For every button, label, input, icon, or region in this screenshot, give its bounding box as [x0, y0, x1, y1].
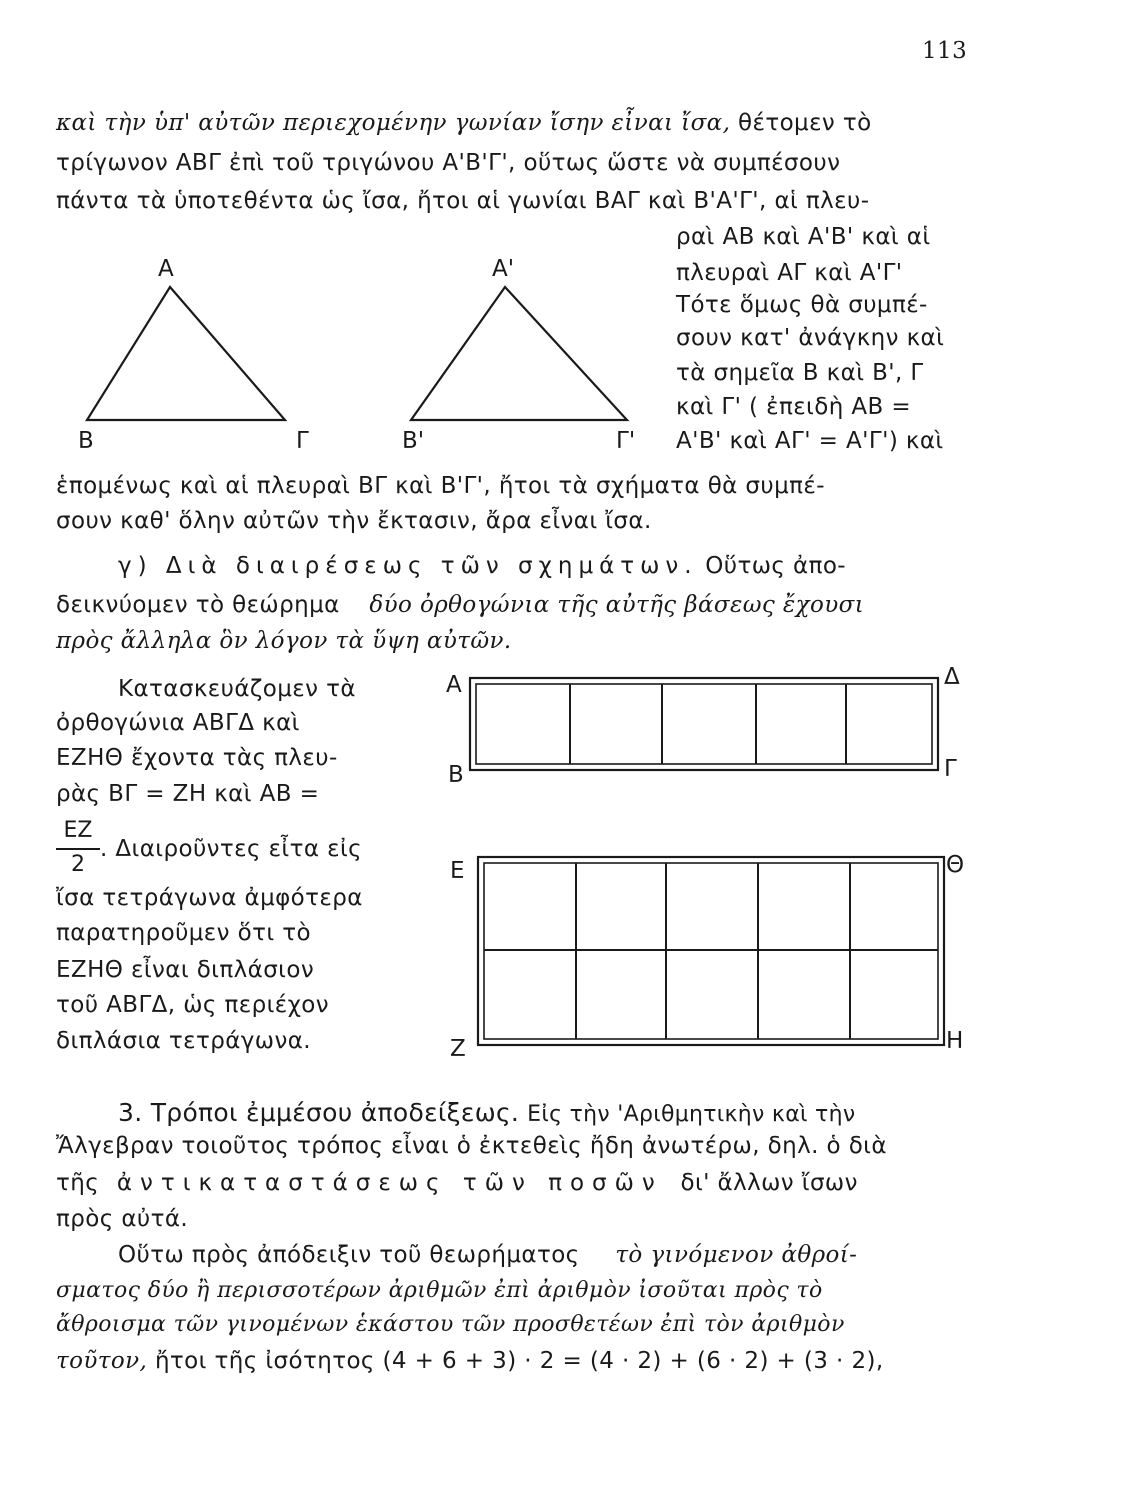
fraction-denominator: 2 — [71, 852, 85, 877]
section3-line4: πρὸς αὐτά. — [56, 1206, 189, 1232]
page-number: 113 — [922, 38, 968, 64]
rect1-bl-label: Β — [448, 762, 464, 788]
para1-line1-italic: καὶ τὴν ὑπ' αὐτῶν περιεχομένην γωνίαν ἴσην εἶναι ἴσα, — [56, 110, 731, 136]
para3-line9: τοῦ ΑΒΓΔ, ὡς περιέχον — [56, 992, 329, 1018]
rect2-br-label: Η — [946, 1028, 964, 1054]
section3-line2: Ἄλγεβραν τοιοῦτος τρόπος εἶναι ὁ ἐκτεθεὶς ἤδη ἀνωτέρω, δηλ. ὁ διὰ — [56, 1133, 887, 1159]
rect1-tl-label: Α — [446, 672, 462, 698]
rect2-bl-label: Ζ — [450, 1036, 466, 1062]
triangle1-left-label: Β — [78, 428, 94, 454]
para3-line7: παρατηροῦμεν ὅτι τὸ — [56, 920, 311, 946]
rect1-tr-label: Δ — [944, 664, 960, 690]
para3-line3: ΕΖΗΘ ἔχοντα τὰς πλευ- — [56, 745, 338, 771]
section3-line7: ἄθροισμα τῶν γινομένων ἑκάστου τῶν προσθετέων ἐπὶ τὸν ἀριθμὸν — [56, 1312, 845, 1337]
section3-line1 — [118, 1098, 855, 1127]
section3-line8-italic: τοῦτον, — [56, 1348, 148, 1374]
para3-line10: διπλάσια τετράγωνα. — [56, 1028, 311, 1054]
para3-line1: Κατασκευάζομεν τὰ — [118, 676, 356, 702]
triangle1-right-label: Γ — [296, 428, 309, 454]
para1-line1-rest: θέτομεν τὸ — [738, 110, 872, 136]
para2-heading: γ) Διὰ διαιρέσεως τῶν σχημάτων. — [118, 553, 698, 579]
section3-line3-spaced: ἀντικαταστάσεως τῶν ποσῶν — [116, 1170, 663, 1196]
para1-right-line3: Τότε ὅμως θὰ συμπέ- — [676, 292, 928, 318]
para1-line3: πάντα τὰ ὑποτεθέντα ὡς ἴσα, ἤτοι αἱ γωνίαι ΒΑΓ καὶ Β'Α'Γ', αἱ πλευ- — [56, 188, 870, 214]
para3-line4: ρὰς ΒΓ = ΖΗ καὶ ΑΒ = — [56, 781, 320, 807]
fraction-numerator: ΕΖ — [63, 818, 93, 843]
section3-line3-plain: τῆς — [56, 1170, 100, 1196]
section3-line5 — [118, 1242, 857, 1268]
para1-line4: ἑπομένως καὶ αἱ πλευραὶ ΒΓ καὶ Β'Γ', ἤτοι τὰ σχήματα θὰ συμπέ- — [56, 473, 825, 499]
para2-line1-rest: Οὕτως ἀπο- — [705, 553, 846, 579]
para2-line3: πρὸς ἄλληλα ὃν λόγον τὰ ὕψη αὐτῶν. — [56, 628, 512, 654]
para3-line6: ἴσα τετράγωνα ἀμφότερα — [56, 885, 363, 911]
triangle2-top-label: Α' — [492, 256, 515, 282]
section3-line8-rest: ἤτοι τῆς ἰσότητος (4 + 6 + 3) · 2 = (4 · 2) + (6 · 2) + (3 · 2), — [154, 1348, 884, 1374]
para1-right-line5: τὰ σημεῖα Β καὶ Β', Γ — [676, 360, 924, 386]
section3-line5-italic: τὸ γινόμενον ἀθροί- — [615, 1242, 858, 1268]
triangle2-left-label: Β' — [402, 428, 425, 454]
para1-right-line6: καὶ Γ' ( ἐπειδὴ ΑΒ = — [676, 394, 912, 420]
para1-right-line7: Α'Β' καὶ ΑΓ' = Α'Γ') καὶ — [676, 428, 944, 454]
section3-line3 — [56, 1170, 858, 1196]
para1-right-line2: πλευραὶ ΑΓ καὶ Α'Γ' — [676, 260, 903, 286]
para3-line8: ΕΖΗΘ εἶναι διπλάσιον — [56, 957, 315, 983]
rectangle-abgd — [470, 678, 938, 770]
rectangle-ezhth — [478, 857, 944, 1045]
para1-right-line4: σουν κατ' ἀνάγκην καὶ — [676, 325, 945, 351]
para1-right-line1: ραὶ ΑΒ καὶ Α'Β' καὶ αἱ — [676, 224, 931, 250]
rect2-tr-label: Θ — [946, 852, 965, 878]
section3-line5-plain: Οὕτω πρὸς ἀπόδειξιν τοῦ θεωρήματος — [118, 1242, 580, 1268]
para1-line2: τρίγωνον ΑΒΓ ἐπὶ τοῦ τριγώνου Α'Β'Γ', οὕτως ὥστε νὰ συμπέσουν — [56, 150, 841, 176]
para2-line2-italic: δύο ὀρθογώνια τῆς αὐτῆς βάσεως ἔχουσι — [369, 592, 865, 618]
para1-line5: σουν καθ' ὅλην αὐτῶν τὴν ἔκτασιν, ἄρα εἶναι ἴσα. — [56, 508, 652, 534]
section3-line1-rest: Εἰς τὴν 'Αριθμητικὴν καὶ τὴν — [527, 1102, 856, 1127]
para3-line5: . Διαιροῦντες εἶτα εἰς — [100, 836, 363, 862]
para2-line2-plain: δεικνύομεν τὸ θεώρημα — [56, 592, 340, 618]
section3-line3-rest: δι' ἄλλων ἴσων — [680, 1170, 858, 1196]
section3-heading: 3. Τρόποι ἐμμέσου ἀποδείξεως. — [118, 1098, 520, 1127]
section3-line8 — [56, 1348, 884, 1374]
section3-line6: σματος δύο ἢ περισσοτέρων ἀριθμῶν ἐπὶ ἀριθμὸν ἰσοῦται πρὸς τὸ — [56, 1278, 823, 1303]
rect2-tl-label: Ε — [450, 858, 465, 884]
triangle2-right-label: Γ' — [616, 428, 636, 454]
triangle1-top-label: Α — [158, 256, 174, 282]
para3-line2: ὀρθογώνια ΑΒΓΔ καὶ — [56, 710, 300, 736]
rect1-br-label: Γ — [944, 756, 957, 782]
